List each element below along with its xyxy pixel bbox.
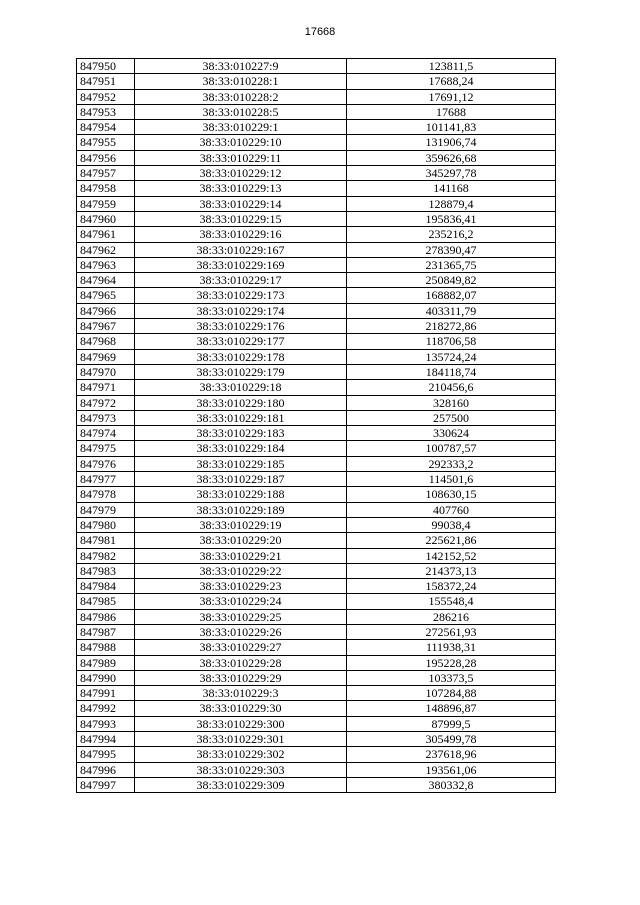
record-number-cell: 847994 (77, 732, 135, 747)
cadastral-number-cell: 38:33:010229:187 (135, 472, 347, 487)
table-row (77, 59, 556, 74)
value-cell: 168882,07 (347, 288, 556, 303)
record-number-cell: 847966 (77, 303, 135, 318)
value-cell: 257500 (347, 410, 556, 425)
cadastral-number-cell: 38:33:010229:22 (135, 563, 347, 578)
value-cell: 237618,96 (347, 747, 556, 762)
value-cell: 407760 (347, 502, 556, 517)
table-row (77, 563, 556, 578)
cadastral-number-cell: 38:33:010229:29 (135, 670, 347, 685)
record-number-cell: 847967 (77, 319, 135, 334)
record-number-cell: 847984 (77, 579, 135, 594)
table-row (77, 74, 556, 89)
record-number-cell: 847970 (77, 364, 135, 379)
value-cell: 101141,83 (347, 120, 556, 135)
table-row (77, 762, 556, 777)
record-number-cell: 847955 (77, 135, 135, 150)
cadastral-number-cell: 38:33:010229:179 (135, 364, 347, 379)
table-row (77, 120, 556, 135)
value-cell: 148896,87 (347, 701, 556, 716)
cadastral-number-cell: 38:33:010229:303 (135, 762, 347, 777)
cadastral-number-cell: 38:33:010229:167 (135, 242, 347, 257)
value-cell: 17691,12 (347, 89, 556, 104)
table-row (77, 257, 556, 272)
record-number-cell: 847968 (77, 334, 135, 349)
table-row (77, 349, 556, 364)
value-cell: 359626,68 (347, 150, 556, 165)
value-cell: 330624 (347, 426, 556, 441)
value-cell: 250849,82 (347, 273, 556, 288)
record-number-cell: 847978 (77, 487, 135, 502)
value-cell: 118706,58 (347, 334, 556, 349)
record-number-cell: 847975 (77, 441, 135, 456)
table-row (77, 686, 556, 701)
table-row (77, 410, 556, 425)
value-cell: 305499,78 (347, 732, 556, 747)
cadastral-number-cell: 38:33:010228:5 (135, 104, 347, 119)
record-number-cell: 847977 (77, 472, 135, 487)
record-number-cell: 847989 (77, 655, 135, 670)
cadastral-number-cell: 38:33:010229:21 (135, 548, 347, 563)
cadastral-number-cell: 38:33:010229:189 (135, 502, 347, 517)
record-number-cell: 847959 (77, 196, 135, 211)
table-row (77, 777, 556, 792)
cadastral-number-cell: 38:33:010229:176 (135, 319, 347, 334)
value-cell: 193561,06 (347, 762, 556, 777)
cadastral-number-cell: 38:33:010229:16 (135, 227, 347, 242)
value-cell: 114501,6 (347, 472, 556, 487)
table-row (77, 579, 556, 594)
value-cell: 107284,88 (347, 686, 556, 701)
value-cell: 141168 (347, 181, 556, 196)
record-number-cell: 847987 (77, 624, 135, 639)
table-row (77, 732, 556, 747)
value-cell: 184118,74 (347, 364, 556, 379)
record-number-cell: 847963 (77, 257, 135, 272)
record-number-cell: 847996 (77, 762, 135, 777)
value-cell: 231365,75 (347, 257, 556, 272)
value-cell: 135724,24 (347, 349, 556, 364)
record-number-cell: 847983 (77, 563, 135, 578)
cadastral-number-cell: 38:33:010229:178 (135, 349, 347, 364)
cadastral-number-cell: 38:33:010229:15 (135, 211, 347, 226)
value-cell: 142152,52 (347, 548, 556, 563)
value-cell: 195836,41 (347, 211, 556, 226)
table-row (77, 548, 556, 563)
table-row (77, 426, 556, 441)
value-cell: 103373,5 (347, 670, 556, 685)
table-row (77, 273, 556, 288)
value-cell: 155548,4 (347, 594, 556, 609)
record-number-cell: 847953 (77, 104, 135, 119)
table-row (77, 655, 556, 670)
table-row (77, 517, 556, 532)
value-cell: 99038,4 (347, 517, 556, 532)
cadastral-number-cell: 38:33:010229:185 (135, 456, 347, 471)
record-number-cell: 847952 (77, 89, 135, 104)
table-row (77, 701, 556, 716)
record-number-cell: 847972 (77, 395, 135, 410)
record-number-cell: 847969 (77, 349, 135, 364)
table-row (77, 594, 556, 609)
page-number: 17668 (304, 26, 336, 38)
cadastral-number-cell: 38:33:010229:18 (135, 380, 347, 395)
table-row (77, 104, 556, 119)
value-cell: 108630,15 (347, 487, 556, 502)
value-cell: 286216 (347, 609, 556, 624)
table-row (77, 242, 556, 257)
record-number-cell: 847950 (77, 59, 135, 74)
value-cell: 403311,79 (347, 303, 556, 318)
table-row (77, 319, 556, 334)
record-number-cell: 847974 (77, 426, 135, 441)
table-row (77, 502, 556, 517)
table-row (77, 624, 556, 639)
cadastral-number-cell: 38:33:010229:3 (135, 686, 347, 701)
record-number-cell: 847957 (77, 166, 135, 181)
table-row (77, 456, 556, 471)
table-row (77, 89, 556, 104)
cadastral-number-cell: 38:33:010229:23 (135, 579, 347, 594)
table-row (77, 181, 556, 196)
cadastral-number-cell: 38:33:010229:300 (135, 716, 347, 731)
cadastral-number-cell: 38:33:010229:180 (135, 395, 347, 410)
cadastral-number-cell: 38:33:010229:173 (135, 288, 347, 303)
cadastral-number-cell: 38:33:010229:302 (135, 747, 347, 762)
value-cell: 278390,47 (347, 242, 556, 257)
value-cell: 225621,86 (347, 533, 556, 548)
record-number-cell: 847993 (77, 716, 135, 731)
registry-table-body (77, 59, 556, 793)
table-row (77, 196, 556, 211)
cadastral-number-cell: 38:33:010229:177 (135, 334, 347, 349)
value-cell: 158372,24 (347, 579, 556, 594)
value-cell: 17688,24 (347, 74, 556, 89)
cadastral-number-cell: 38:33:010229:24 (135, 594, 347, 609)
record-number-cell: 847962 (77, 242, 135, 257)
record-number-cell: 847982 (77, 548, 135, 563)
record-number-cell: 847981 (77, 533, 135, 548)
record-number-cell: 847954 (77, 120, 135, 135)
record-number-cell: 847976 (77, 456, 135, 471)
value-cell: 128879,4 (347, 196, 556, 211)
record-number-cell: 847979 (77, 502, 135, 517)
cadastral-number-cell: 38:33:010229:28 (135, 655, 347, 670)
table-row (77, 135, 556, 150)
value-cell: 87999,5 (347, 716, 556, 731)
record-number-cell: 847980 (77, 517, 135, 532)
record-number-cell: 847992 (77, 701, 135, 716)
table-row (77, 640, 556, 655)
record-number-cell: 847958 (77, 181, 135, 196)
cadastral-number-cell: 38:33:010229:14 (135, 196, 347, 211)
registry-table (76, 58, 556, 793)
table-row (77, 395, 556, 410)
table-row (77, 716, 556, 731)
record-number-cell: 847988 (77, 640, 135, 655)
record-number-cell: 847961 (77, 227, 135, 242)
cadastral-number-cell: 38:33:010229:183 (135, 426, 347, 441)
record-number-cell: 847965 (77, 288, 135, 303)
record-number-cell: 847973 (77, 410, 135, 425)
cadastral-number-cell: 38:33:010229:301 (135, 732, 347, 747)
value-cell: 123811,5 (347, 59, 556, 74)
table-row (77, 364, 556, 379)
cadastral-number-cell: 38:33:010228:2 (135, 89, 347, 104)
table-row (77, 303, 556, 318)
cadastral-number-cell: 38:33:010229:17 (135, 273, 347, 288)
record-number-cell: 847971 (77, 380, 135, 395)
cadastral-number-cell: 38:33:010229:309 (135, 777, 347, 792)
record-number-cell: 847985 (77, 594, 135, 609)
table-row (77, 472, 556, 487)
cadastral-number-cell: 38:33:010229:30 (135, 701, 347, 716)
value-cell: 195228,28 (347, 655, 556, 670)
cadastral-number-cell: 38:33:010229:188 (135, 487, 347, 502)
record-number-cell: 847964 (77, 273, 135, 288)
cadastral-number-cell: 38:33:010229:13 (135, 181, 347, 196)
table-row (77, 227, 556, 242)
table-row (77, 747, 556, 762)
cadastral-number-cell: 38:33:010229:10 (135, 135, 347, 150)
table-row (77, 166, 556, 181)
record-number-cell: 847960 (77, 211, 135, 226)
value-cell: 380332,8 (347, 777, 556, 792)
cadastral-number-cell: 38:33:010227:9 (135, 59, 347, 74)
table-row (77, 150, 556, 165)
value-cell: 218272,86 (347, 319, 556, 334)
record-number-cell: 847991 (77, 686, 135, 701)
cadastral-number-cell: 38:33:010229:184 (135, 441, 347, 456)
table-row (77, 334, 556, 349)
cadastral-number-cell: 38:33:010229:19 (135, 517, 347, 532)
record-number-cell: 847995 (77, 747, 135, 762)
record-number-cell: 847956 (77, 150, 135, 165)
record-number-cell: 847990 (77, 670, 135, 685)
cadastral-number-cell: 38:33:010229:25 (135, 609, 347, 624)
table-row (77, 441, 556, 456)
value-cell: 345297,78 (347, 166, 556, 181)
cadastral-number-cell: 38:33:010229:1 (135, 120, 347, 135)
value-cell: 292333,2 (347, 456, 556, 471)
record-number-cell: 847951 (77, 74, 135, 89)
cadastral-number-cell: 38:33:010229:11 (135, 150, 347, 165)
table-row (77, 211, 556, 226)
table-row (77, 609, 556, 624)
value-cell: 272561,93 (347, 624, 556, 639)
record-number-cell: 847986 (77, 609, 135, 624)
value-cell: 131906,74 (347, 135, 556, 150)
table-row (77, 670, 556, 685)
value-cell: 214373,13 (347, 563, 556, 578)
cadastral-number-cell: 38:33:010229:12 (135, 166, 347, 181)
cadastral-number-cell: 38:33:010229:169 (135, 257, 347, 272)
value-cell: 111938,31 (347, 640, 556, 655)
cadastral-number-cell: 38:33:010229:174 (135, 303, 347, 318)
cadastral-number-cell: 38:33:010228:1 (135, 74, 347, 89)
cadastral-number-cell: 38:33:010229:26 (135, 624, 347, 639)
cadastral-number-cell: 38:33:010229:181 (135, 410, 347, 425)
value-cell: 328160 (347, 395, 556, 410)
table-row (77, 487, 556, 502)
value-cell: 210456,6 (347, 380, 556, 395)
cadastral-number-cell: 38:33:010229:20 (135, 533, 347, 548)
record-number-cell: 847997 (77, 777, 135, 792)
value-cell: 17688 (347, 104, 556, 119)
table-row (77, 288, 556, 303)
value-cell: 235216,2 (347, 227, 556, 242)
table-row (77, 533, 556, 548)
cadastral-number-cell: 38:33:010229:27 (135, 640, 347, 655)
table-row (77, 380, 556, 395)
value-cell: 100787,57 (347, 441, 556, 456)
